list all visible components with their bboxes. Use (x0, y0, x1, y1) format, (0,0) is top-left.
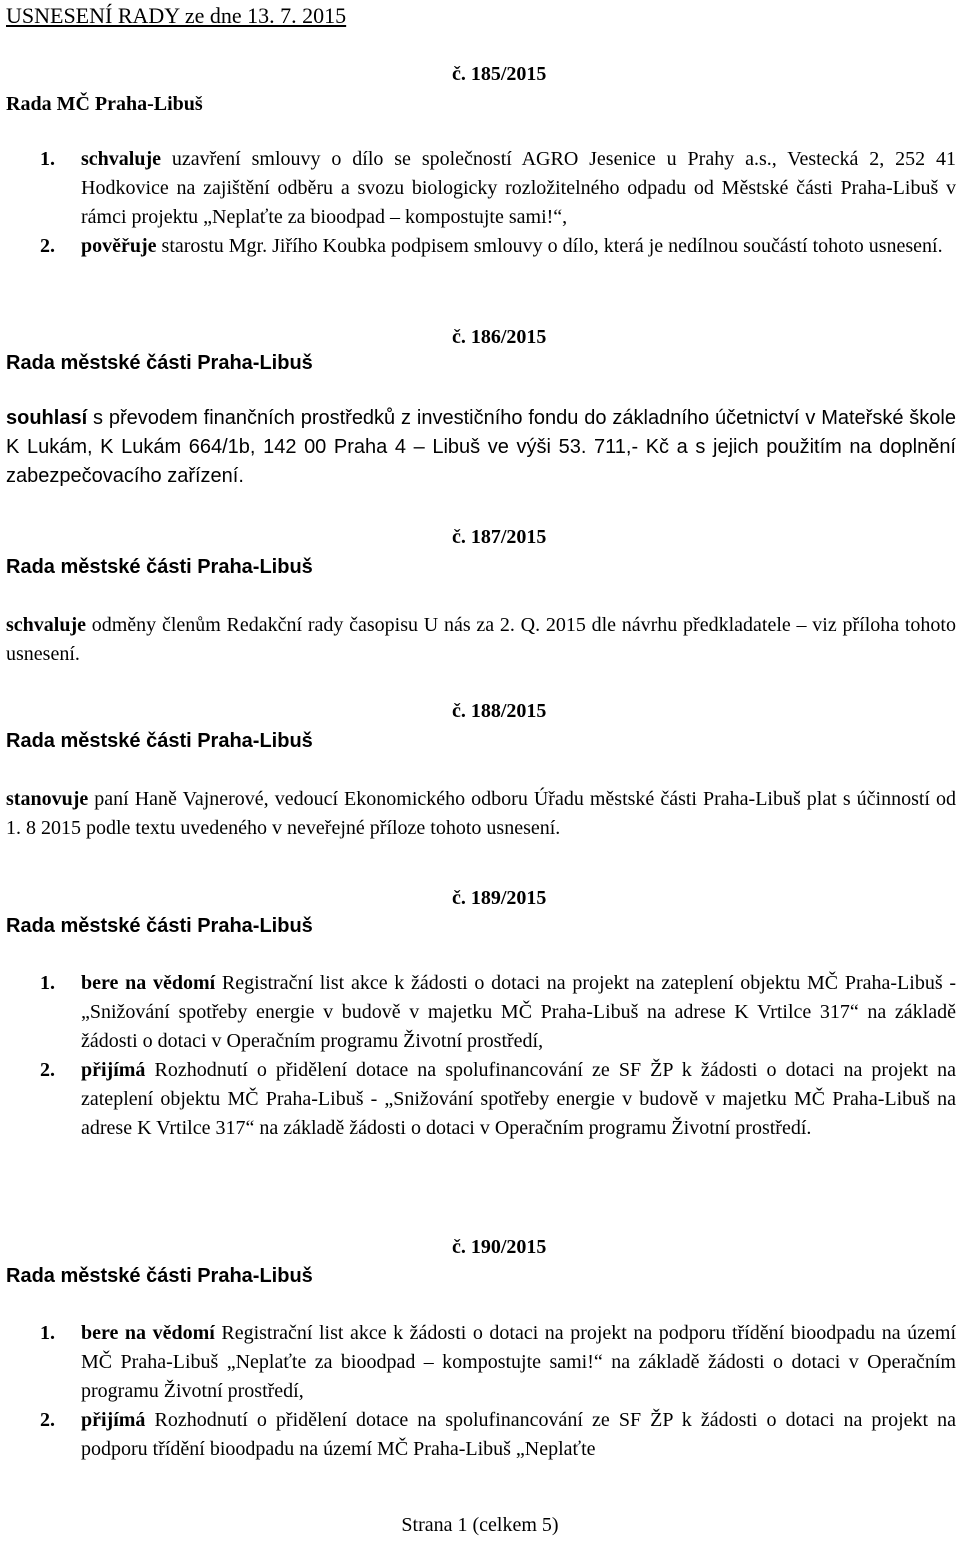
item-text: Registrační list akce k žádosti o dotaci na projekt na zateplení objektu MČ Praha-Libuš - „Snižování spotřeby energie v budově v majetku MČ Praha-Libuš na adrese K Vrtilce 317“ na základě žádosti o dotaci v Operačním programu Životní prostředí, (81, 972, 956, 1052)
resolution-number: č. 190/2015 (452, 1236, 547, 1258)
resolution-number: č. 187/2015 (452, 526, 547, 548)
item-keyword: bere na vědomí (81, 1322, 215, 1344)
item-keyword: pověřuje (81, 235, 157, 257)
list-item (6, 232, 956, 261)
resolution-text (6, 611, 956, 669)
item-number: 1. (40, 1322, 55, 1344)
resolution-text (6, 969, 956, 1143)
item-text: starostu Mgr. Jiřího Koubka podpisem smlouvy o dílo, která je nedílnou součástí tohoto usnesení. (156, 235, 943, 257)
resolution-body: Rada městské části Praha-Libuš (6, 352, 313, 374)
resolution-text (6, 785, 956, 843)
resolution-body: Rada městské části Praha-Libuš (6, 730, 313, 752)
resolution-body: Rada městské části Praha-Libuš (6, 915, 313, 937)
item-keyword: přijímá (81, 1409, 146, 1431)
item-keyword: schvaluje (6, 614, 86, 636)
item-text: Rozhodnutí o přidělení dotace na spolufinancování ze SF ŽP k žádosti o dotaci na projekt na zateplení objektu MČ Praha-Libuš - „Snižování spotřeby energie v budově v majetku MČ Praha-Libuš na adrese K Vrtilce 317“ na základě žádosti o dotaci v Operačním programu Životní prostředí. (81, 1059, 956, 1139)
item-keyword: souhlasí (6, 407, 88, 429)
item-text: Rozhodnutí o přidělení dotace na spolufinancování ze SF ŽP k žádosti o dotaci na projekt na podporu třídění bioodpadu na území MČ Praha-Libuš „Neplaťte (81, 1409, 956, 1460)
list-item (6, 1056, 956, 1143)
item-text: s převodem finančních prostředků z investičního fondu do základního účetnictví v Mateřské škole K Lukám, K Lukám 664/1b, 142 00 Praha 4 – Libuš ve výši 53. 711,- Kč a s jejich použitím na doplnění zabezpečovacího zařízení. (6, 407, 956, 487)
list-item (6, 1406, 956, 1464)
resolution-text (6, 404, 956, 491)
document-title: USNESENÍ RADY ze dne 13. 7. 2015 (6, 3, 347, 28)
item-keyword: přijímá (81, 1059, 146, 1081)
item-number: 2. (40, 1059, 55, 1081)
resolution-body: Rada MČ Praha-Libuš (6, 93, 203, 115)
resolution-body: Rada městské části Praha-Libuš (6, 1265, 313, 1287)
item-text: Registrační list akce k žádosti o dotaci na projekt na podporu třídění bioodpadu na území MČ Praha-Libuš „Neplaťte za bioodpad – kompostujte sami!“ na základě žádosti o dotaci v Operačním programu Životní prostředí, (81, 1322, 956, 1402)
item-keyword: schvaluje (81, 148, 161, 170)
item-number: 1. (40, 972, 55, 994)
resolution-text (6, 1319, 956, 1464)
item-number: 2. (40, 1409, 55, 1431)
page-footer: Strana 1 (celkem 5) (401, 1514, 559, 1536)
item-text: paní Haně Vajnerové, vedoucí Ekonomického odboru Úřadu městské části Praha-Libuš plat s účinností od 1. 8 2015 podle textu uvedeného v neveřejné příloze tohoto usnesení. (6, 788, 956, 839)
item-number: 2. (40, 235, 55, 257)
resolution-number: č. 185/2015 (452, 63, 547, 85)
item-keyword: stanovuje (6, 788, 89, 810)
list-item (6, 1319, 956, 1406)
list-item (6, 969, 956, 1056)
item-text: uzavření smlouvy o dílo se společností AGRO Jesenice u Prahy a.s., Vestecká 2, 252 41 Hodkovice na zajištění odběru a svozu biologicky rozložitelného odpadu od Městské části Praha-Libuš v rámci projektu „Neplaťte za bioodpad – kompostujte sami!“, (81, 148, 956, 228)
item-keyword: bere na vědomí (81, 972, 216, 994)
resolution-number: č. 186/2015 (452, 326, 547, 348)
resolution-body: Rada městské části Praha-Libuš (6, 556, 313, 578)
resolution-number: č. 188/2015 (452, 700, 547, 722)
list-item (6, 145, 956, 232)
item-text: odměny členům Redakční rady časopisu U nás za 2. Q. 2015 dle návrhu předkladatele – viz příloha tohoto usnesení. (6, 614, 956, 665)
item-number: 1. (40, 148, 55, 170)
resolution-text (6, 145, 956, 261)
resolution-number: č. 189/2015 (452, 887, 547, 909)
